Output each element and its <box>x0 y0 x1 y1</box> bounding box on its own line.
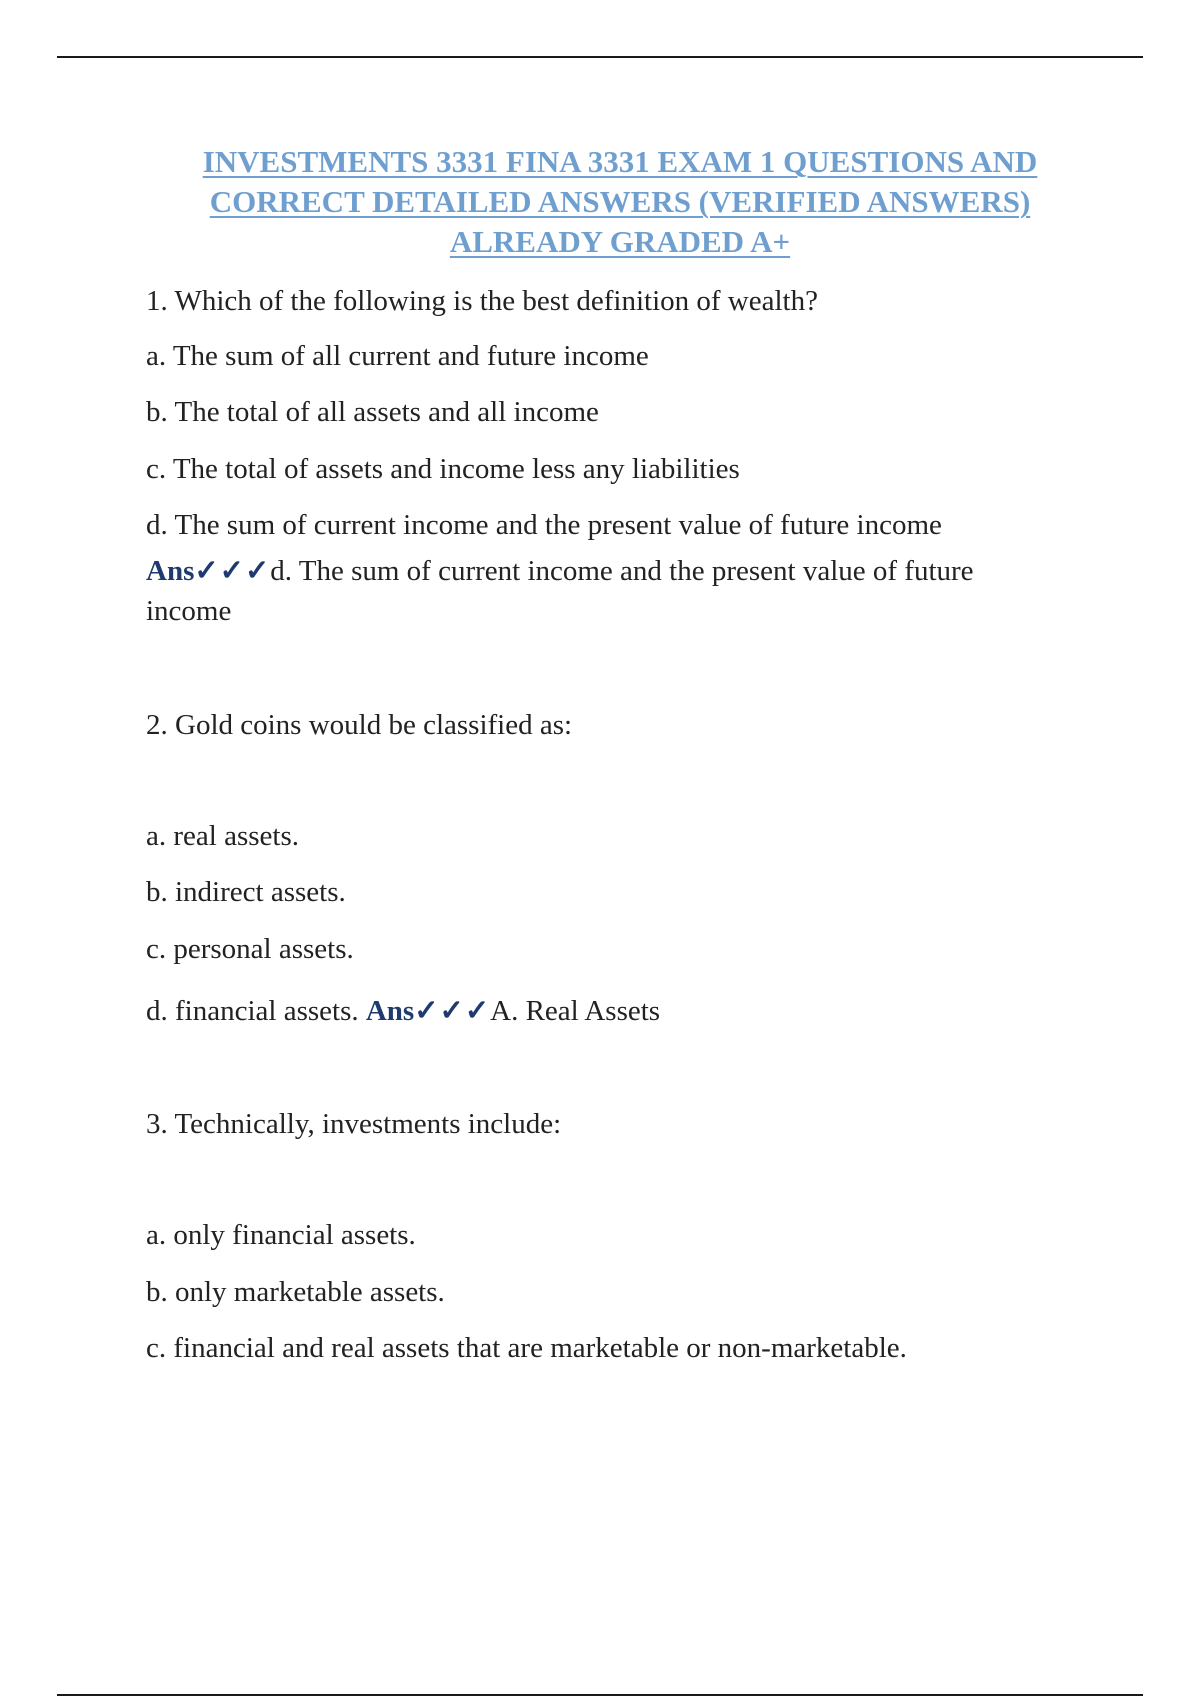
q1-answer <box>146 551 1066 631</box>
q3-option-b: b. only marketable assets. <box>146 1276 445 1308</box>
title-line-1: INVESTMENTS 3331 FINA 3331 EXAM 1 QUESTIONS AND <box>202 144 1038 179</box>
document-title <box>140 142 1100 262</box>
q2-option-a: a. real assets. <box>146 820 299 852</box>
question-1: 1. Which of the following is the best definition of wealth? <box>146 285 818 317</box>
q1-option-b: b. The total of all assets and all income <box>146 396 599 428</box>
check-marks-icon: ✓✓✓ <box>414 995 491 1027</box>
q1-option-c: c. The total of assets and income less any liabilities <box>146 453 740 485</box>
answer-label: Ans <box>365 995 415 1027</box>
q2-answer-text: A. Real Assets <box>490 995 661 1027</box>
q2-option-c: c. personal assets. <box>146 933 354 965</box>
check-marks-icon: ✓✓✓ <box>194 555 271 587</box>
title-line-2: CORRECT DETAILED ANSWERS (VERIFIED ANSWERS) <box>209 184 1031 219</box>
q1-option-a: a. The sum of all current and future income <box>146 340 649 372</box>
q1-option-d: d. The sum of current income and the present value of future income <box>146 509 942 541</box>
q2-option-d-with-answer <box>146 991 1066 1031</box>
q1-answer-text: d. The sum of current income and the present value of future income <box>146 555 974 627</box>
q2-option-b: b. indirect assets. <box>146 876 346 908</box>
question-2: 2. Gold coins would be classified as: <box>146 709 573 741</box>
q3-option-c: c. financial and real assets that are marketable or non-marketable. <box>146 1332 907 1364</box>
q2-option-d: d. financial assets. <box>146 995 366 1027</box>
question-3: 3. Technically, investments include: <box>146 1108 562 1140</box>
bottom-rule <box>57 1694 1143 1696</box>
q3-option-a: a. only financial assets. <box>146 1219 416 1251</box>
top-rule <box>57 56 1143 58</box>
title-line-3: ALREADY GRADED A+ <box>449 224 791 259</box>
answer-label: Ans <box>146 555 195 587</box>
